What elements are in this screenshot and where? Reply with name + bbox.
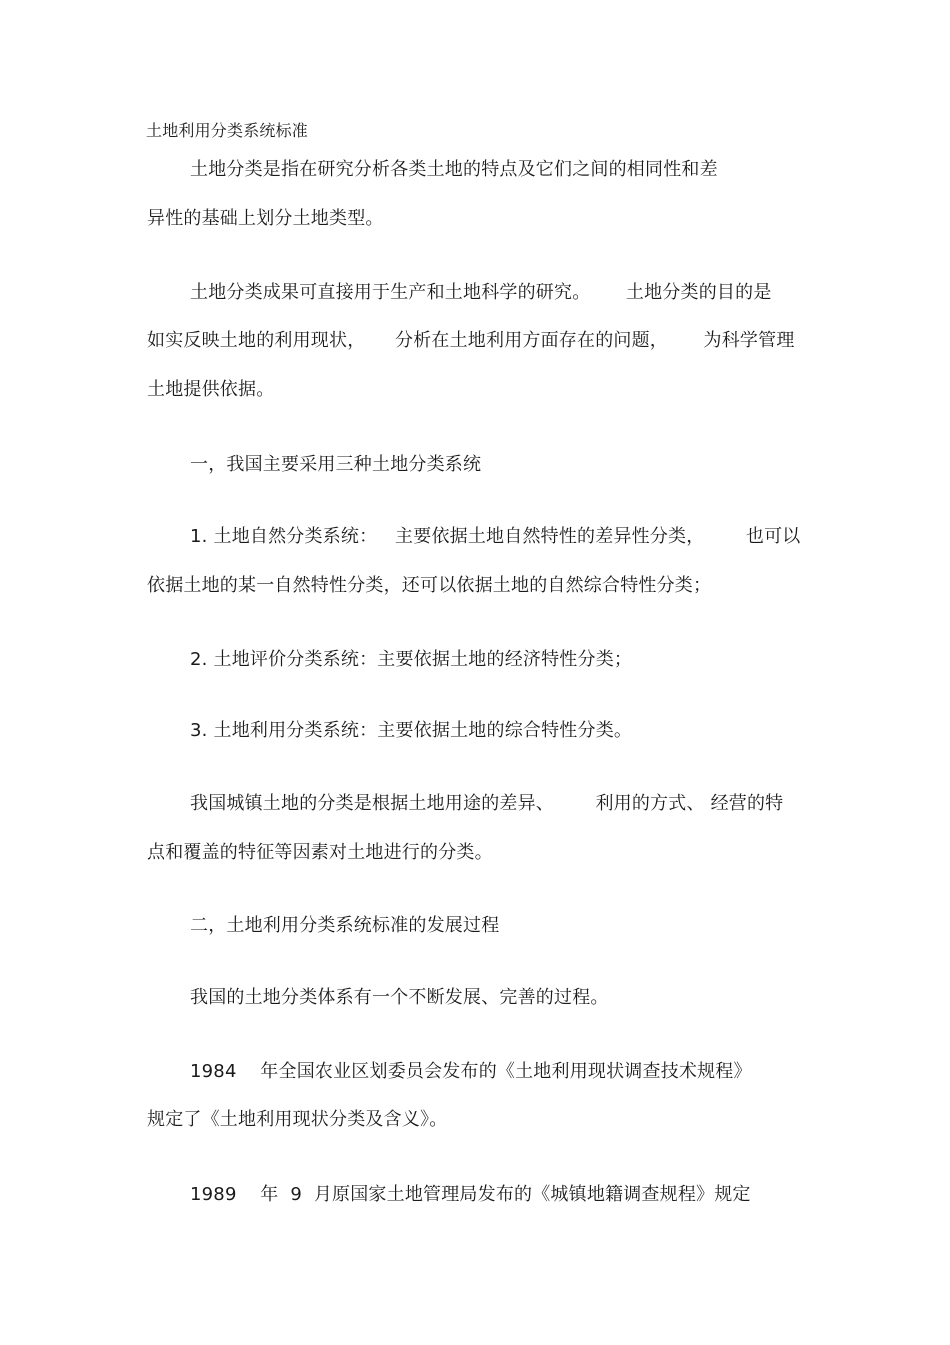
paragraph-line: 点和覆盖的特征等因素对土地进行的分类。 [147, 842, 493, 863]
paragraph-line: 2. 土地评价分类系统：主要依据土地的经济特性分类； [190, 649, 633, 670]
section-heading: 一，我国主要采用三种土地分类系统 [190, 454, 482, 475]
paragraph-line: 3. 土地利用分类系统：主要依据土地的综合特性分类。 [190, 720, 633, 741]
paragraph-line: 1984 年全国农业区划委员会发布的《土地利用现状调查技术规程》 [190, 1061, 752, 1082]
document-title: 土地利用分类系统标准 [146, 121, 309, 140]
paragraph-line: 1989 年 9 月原国家土地管理局发布的《城镇地籍调查规程》规定 [190, 1184, 751, 1205]
paragraph-line: 规定了《土地利用现状分类及含义》。 [147, 1109, 448, 1130]
paragraph-line: 依据土地的某一自然特性分类，还可以依据土地的自然综合特性分类； [147, 575, 712, 596]
paragraph-line: 土地提供依据。 [147, 379, 275, 400]
paragraph-line: 1. 土地自然分类系统： 主要依据土地自然特性的差异性分类， 也可以 [190, 526, 801, 547]
paragraph-line: 土地分类成果可直接用于生产和土地科学的研究。 土地分类的目的是 [190, 282, 772, 303]
section-heading: 二，土地利用分类系统标准的发展过程 [190, 915, 500, 936]
paragraph-line: 我国的土地分类体系有一个不断发展、完善的过程。 [190, 987, 609, 1008]
paragraph-line: 如实反映土地的利用现状， 分析在土地利用方面存在的问题， 为科学管理 [147, 330, 795, 351]
paragraph-line: 我国城镇土地的分类是根据土地用途的差异、 利用的方式、 经营的特 [190, 793, 784, 814]
paragraph-line: 土地分类是指在研究分析各类土地的特点及它们之间的相同性和差 [190, 159, 718, 180]
paragraph-line: 异性的基础上划分土地类型。 [147, 208, 384, 229]
